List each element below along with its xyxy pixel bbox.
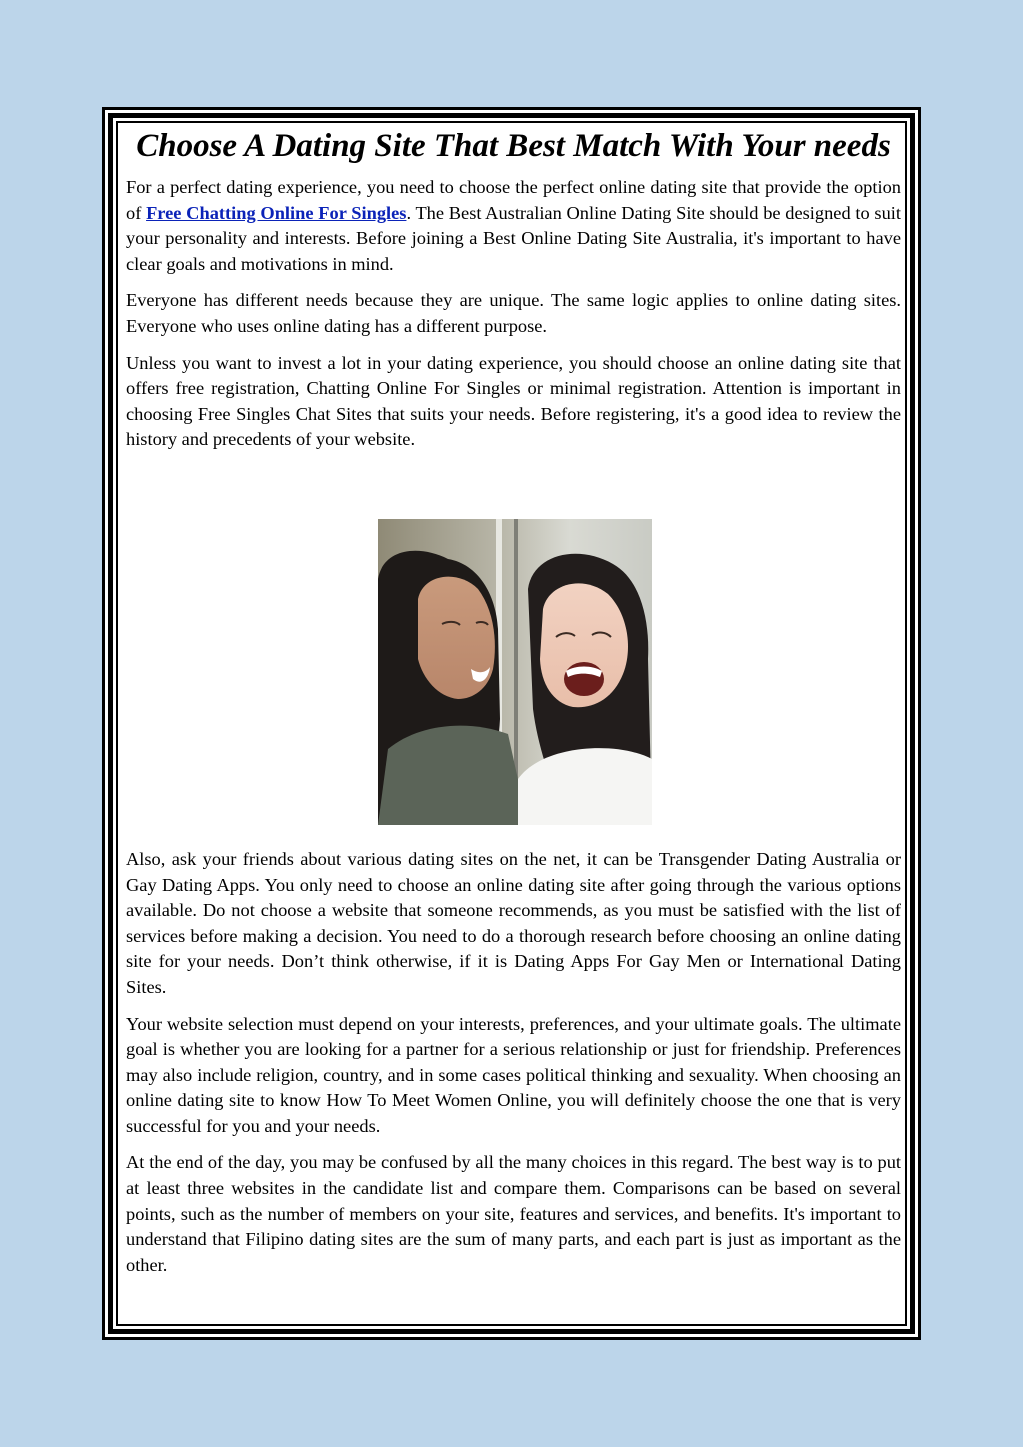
- paragraph-free-registration: Unless you want to invest a lot in your dating experience, you should choose an online dating site that offers free registration, Chatting Online For Singles or minimal registration. Attention is important in choosing Free Singles Chat Sites that suits your needs. Before registering, it's a good idea to review the history and precedents of your website.: [126, 352, 901, 450]
- paragraph-end-of-day: At the end of the day, you may be confused by all the many choices in this regard. The best way is to put at least three websites in the candidate list and compare them. Comparisons can be based on several points, such as the number of members on your site, features and services, and benefits. It's important to understand that Filipino dating sites are the sum of many parts, and each part is just as important as the other.: [126, 1152, 901, 1275]
- free-chatting-link[interactable]: Free Chatting Online For Singles: [146, 202, 407, 223]
- intro-text-before: For a perfect dating experience, you need to choose the perfect online dating site that provide the option of: [126, 177, 901, 223]
- paragraph-website-selection: Your website selection must depend on your interests, preferences, and your ultimate goals. The ultimate goal is whether you are looking for a partner for a serious relationship or just for friendship. Preferences may also include religion, country, and in some cases political thinking and sexuality. When choosing an online dating site to know How To Meet Women Online, you will definitely choose the one that is very successful for you and your needs.: [126, 1013, 901, 1136]
- paragraph-ask-friends: Also, ask your friends about various dating sites on the net, it can be Transgender Dating Australia or Gay Dating Apps. You only need to choose an online dating site after going through the various options available. Do not choose a website that someone recommends, as you must be satisfied with the list of services before making a decision. You need to do a thorough research before choosing an online dating site for your needs. Don’t think otherwise, if it is Dating Apps For Gay Men or International Dating Sites.: [126, 848, 901, 997]
- article-body: [126, 126, 901, 1289]
- intro-text-after: . The Best Australian Online Dating Site should be designed to suit your personality and interests. Before joining a Best Online Dating Site Australia, it's important to have clear goals and motivations in mind.: [126, 202, 902, 274]
- intro-paragraph: [126, 175, 901, 277]
- paragraph-different-needs: Everyone has different needs because they are unique. The same logic applies to online dating sites. Everyone who uses online dating has a different purpose.: [126, 290, 901, 336]
- page-title: Choose A Dating Site That Best Match With Your needs: [136, 128, 891, 164]
- photo-container: [126, 464, 901, 847]
- two-women-laughing-photo: [378, 519, 652, 825]
- document-frame: [102, 107, 921, 1340]
